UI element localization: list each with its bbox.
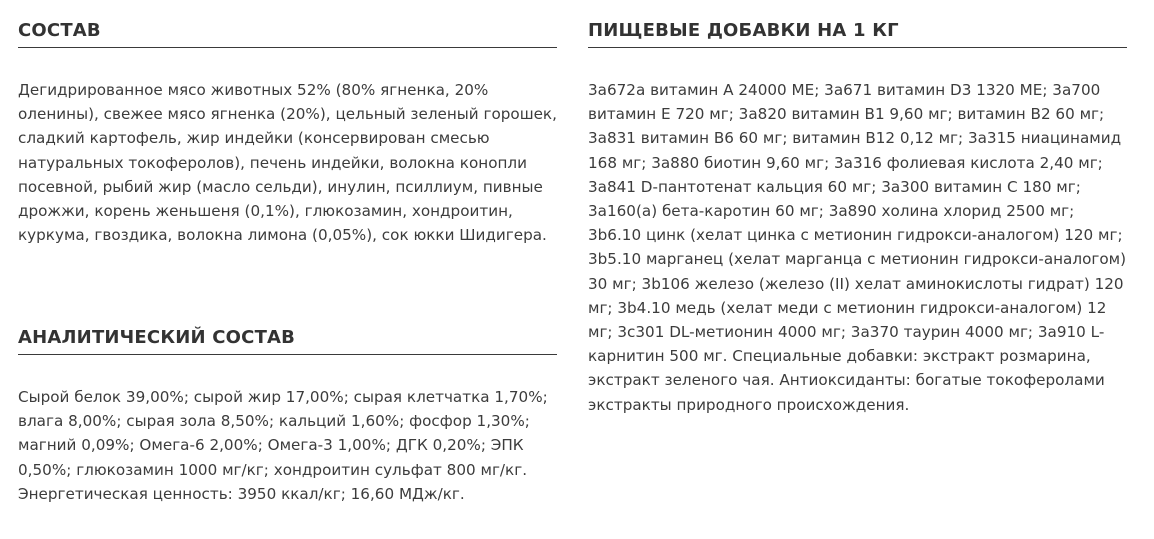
- analytic-text: Сырой белок 39,00%; сырой жир 17,00%; сырая клетчатка 1,70%; влага 8,00%; сырая зола 8,50%; кальций 1,60%; фосфор 1,30%; магний 0,09%; Омега-6 2,00%; Омега-3 1,00%; ДГК 0,20%; ЭПК 0,50%; глюкозамин 1000 мг/кг; хондроитин сульфат 800 мг/кг. Энергетическая ценность: 3950 ккал/кг; 16,60 МДж/кг.: [18, 388, 548, 503]
- composition-heading: СОСТАВ: [18, 20, 557, 48]
- additives-section: [588, 20, 1127, 417]
- additives-text: 3a672a витамин A 24000 МЕ; 3a671 витамин D3 1320 МЕ; 3a700 витамин E 720 мг; 3a820 витамин B1 9,60 мг; витамин B2 60 мг; 3a831 витамин B6 60 мг; витамин B12 0,12 мг; 3a315 ниацинамид 168 мг; 3a880 биотин 9,60 мг; 3a316 фолиевая кислота 2,40 мг; 3a841 D-пантотенат кальция 60 мг; 3a300 витамин C 180 мг; 3a160(a) бета-каротин 60 мг; 3a890 холина хлорид 2500 мг; 3b6.10 цинк (хелат цинка с метионин гидрокси-аналогом) 120 мг; 3b5.10 марганец (хелат марганца с метионин гидрокси-аналогом) 30 мг; 3b106 железо (железо (II) хелат аминокислоты гидрат) 120 мг; 3b4.10 медь (хелат меди с метионин гидрокси-аналогом) 12 мг; 3c301 DL-метионин 4000 мг; 3a370 таурин 4000 мг; 3a910 L-карнитин 500 мг. Специальные добавки: экстракт розмарина, экстракт зеленого чая. Антиоксиданты: богатые токоферолами экстракты природного происхождения.: [588, 81, 1127, 414]
- additives-heading: ПИЩЕВЫЕ ДОБАВКИ НА 1 КГ: [588, 20, 1127, 48]
- analytic-section: [18, 327, 557, 506]
- composition-section: [18, 20, 557, 247]
- analytic-heading: АНАЛИТИЧЕСКИЙ СОСТАВ: [18, 327, 557, 355]
- composition-text: Дегидрированное мясо животных 52% (80% ягненка, 20% оленины), свежее мясо ягненка (20%), цельный зеленый горошек, сладкий картофель, жир индейки (консервирован смесью натуральных токоферолов), печень индейки, волокна конопли посевной, рыбий жир (масло сельди), инулин, псиллиум, пивные дрожжи, корень женьшеня (0,1%), глюкозамин, хондроитин, куркума, гвоздика, волокна лимона (0,05%), сок юкки Шидигера.: [18, 81, 557, 245]
